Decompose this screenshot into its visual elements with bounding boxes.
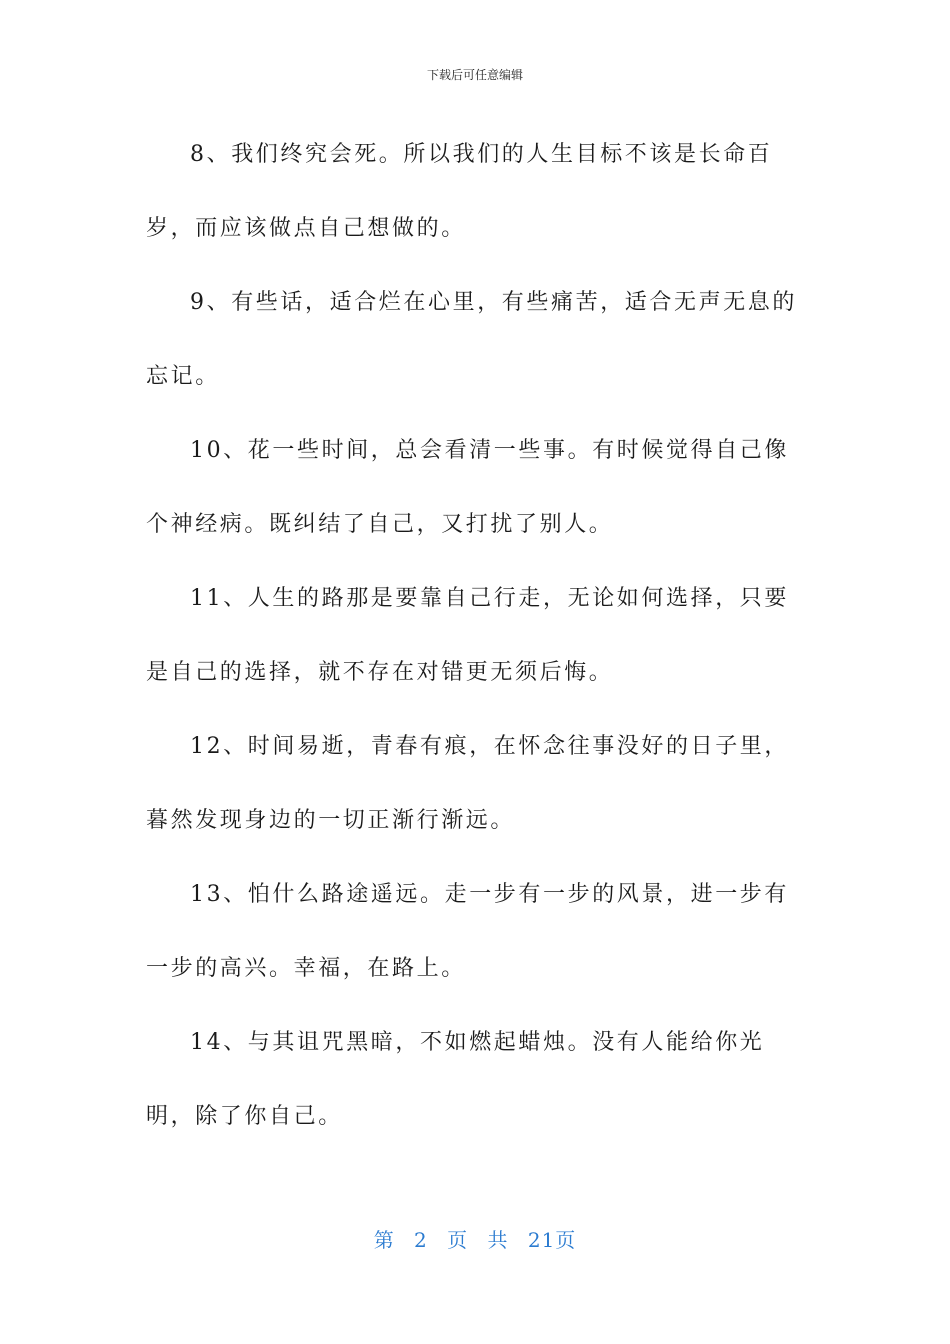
paragraph-8: 8、我们终究会死。所以我们的人生目标不该是长命百岁，而应该做点自己想做的。 <box>146 142 773 241</box>
paragraph-9: 9、有些话，适合烂在心里，有些痛苦，适合无声无息的忘记。 <box>146 290 797 389</box>
footer-page-word: 页 <box>447 1228 469 1252</box>
footer-total-pages: 21页 <box>527 1228 577 1252</box>
footer-prefix: 第 <box>373 1228 395 1252</box>
page-header: 下载后可任意编辑 <box>426 68 523 82</box>
paragraph-11: 11、人生的路那是要靠自己行走，无论如何选择，只要是自己的选择，就不存在对错更无须后悔。 <box>146 586 789 685</box>
paragraph-13: 13、怕什么路途遥远。走一步有一步的风景，进一步有一步的高兴。幸福，在路上。 <box>146 882 789 981</box>
document-body <box>146 118 806 1154</box>
paragraph-14: 14、与其诅咒黑暗，不如燃起蜡烛。没有人能给你光明，除了你自己。 <box>146 1030 765 1129</box>
paragraph-10: 10、花一些时间，总会看清一些事。有时候觉得自己像个神经病。既纠结了自己，又打扰了别人。 <box>146 438 789 537</box>
paragraph-12: 12、时间易逝，青春有痕，在怀念往事没好的日子里，暮然发现身边的一切正渐行渐远。 <box>146 734 789 833</box>
footer-current-page: 2 <box>414 1228 428 1252</box>
footer-total-word: 共 <box>487 1228 509 1252</box>
page-footer <box>0 1224 950 1253</box>
